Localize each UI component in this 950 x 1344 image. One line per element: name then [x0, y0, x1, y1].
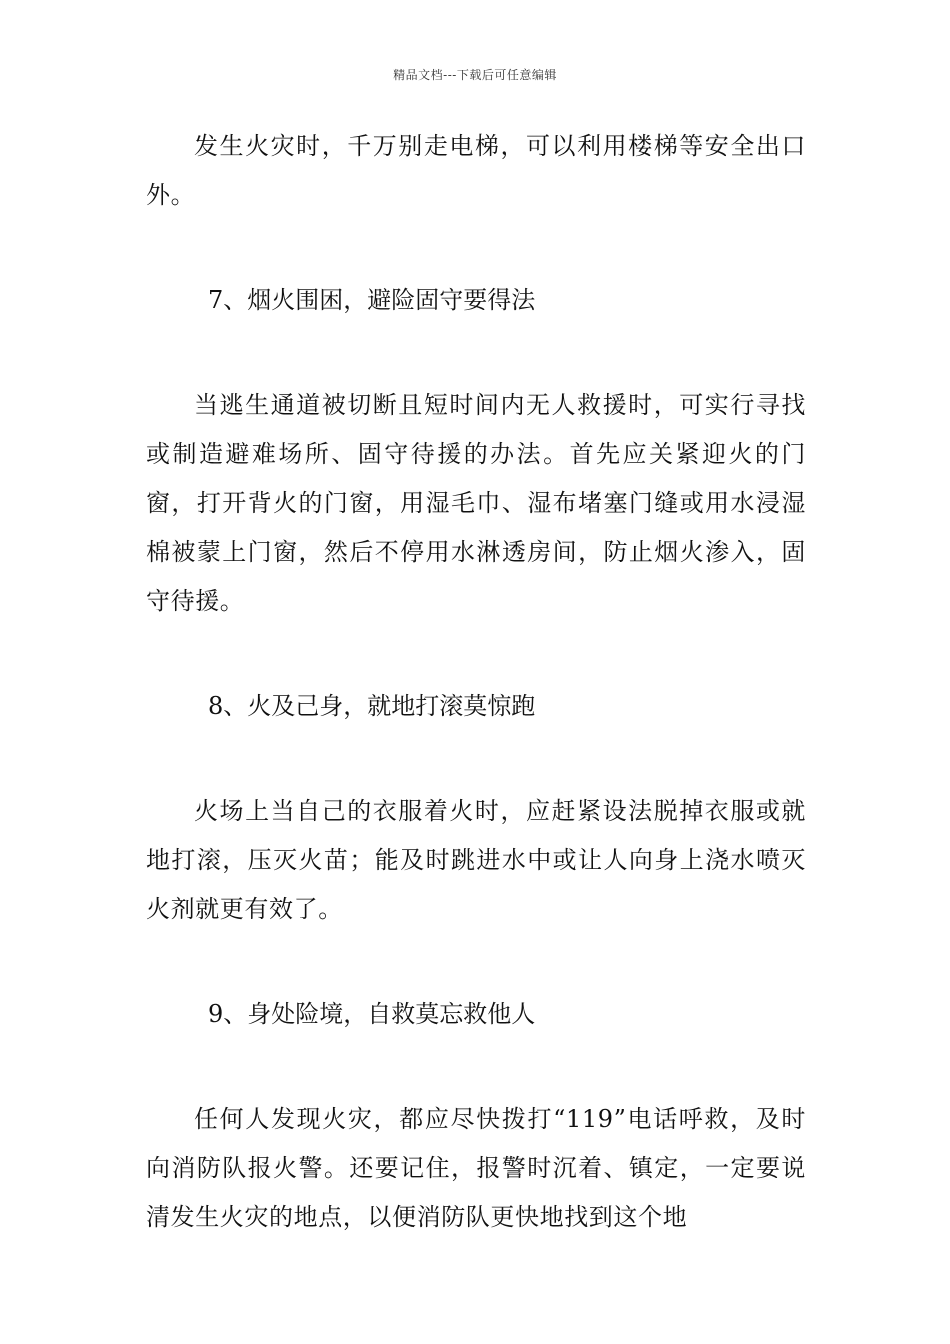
paragraph-call-119: 任何人发现火灾，都应尽快拨打“119”电话呼救，及时向消防队报火警。还要记住，报警时沉着、镇定，一定要说清发生火灾的地点，以便消防队更快地找到这个地 [146, 1105, 806, 1231]
page-header: 精品文档---下载后可任意编辑 [393, 68, 557, 82]
document-body [146, 122, 806, 1242]
paragraph-clothes-on-fire: 火场上当自己的衣服着火时，应赶紧设法脱掉衣服或就地打滚，压灭火苗；能及时跳进水中或让人向身上浇水喷灭火剂就更有效了。 [146, 797, 806, 923]
heading-section-8: 8、火及己身，就地打滚莫惊跑 [208, 692, 536, 720]
heading-section-7: 7、烟火围困，避险固守要得法 [208, 286, 536, 314]
heading-section-9: 9、身处险境，自救莫忘救他人 [208, 1000, 536, 1028]
paragraph-elevator-warning: 发生火灾时，千万别走电梯，可以利用楼梯等安全出口外。 [146, 132, 806, 209]
paragraph-shelter-in-place: 当逃生通道被切断且短时间内无人救援时，可实行寻找或制造避难场所、固守待援的办法。首先应关紧迎火的门窗，打开背火的门窗，用湿毛巾、湿布堵塞门缝或用水浸湿棉被蒙上门窗，然后不停用水淋透房间，防止烟火渗入，固守待援。 [146, 391, 806, 615]
